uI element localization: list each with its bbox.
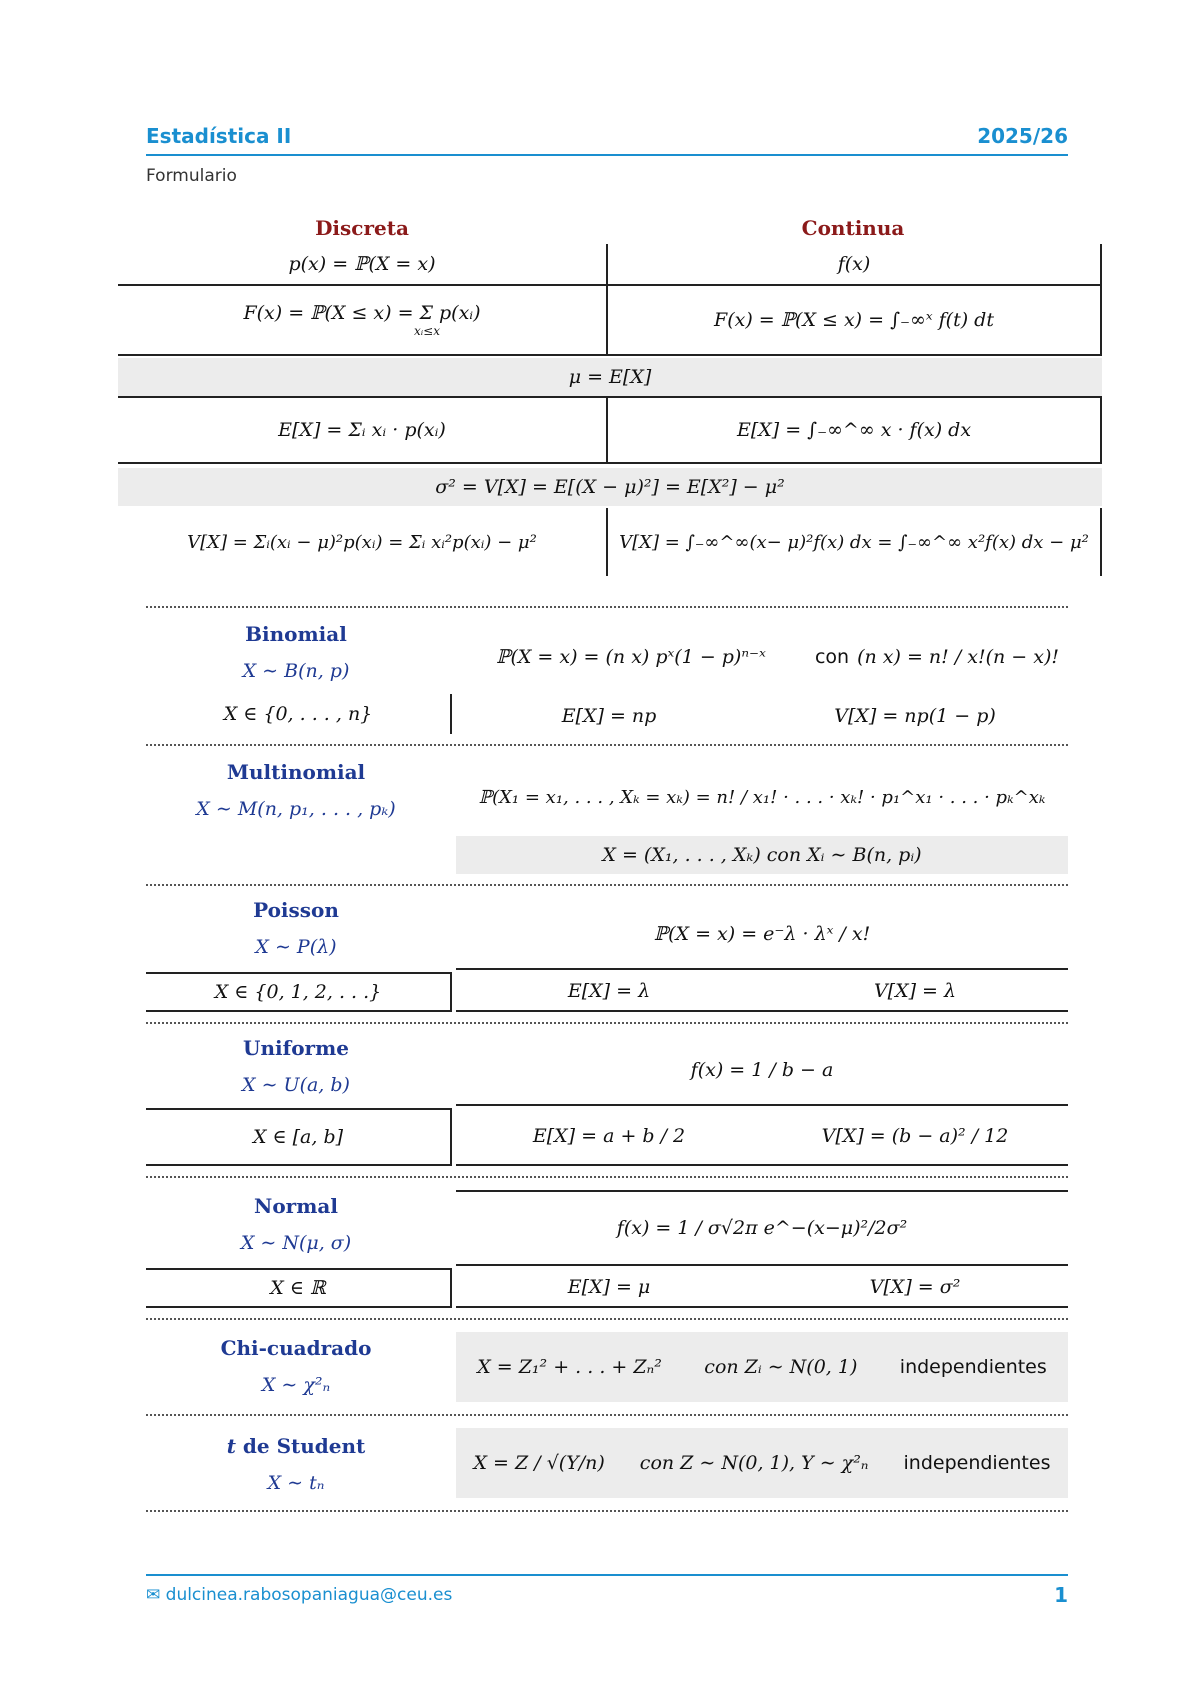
column-header-discrete: Discreta [315, 216, 409, 240]
mean-continuous: E[X] = ∫₋∞^∞ x · f(x) dx [608, 396, 1102, 464]
poisson-name: Poisson [253, 898, 339, 922]
separator [146, 1510, 1068, 1512]
uniform-support: X ∈ [a, b] [146, 1108, 452, 1166]
separator [146, 1318, 1068, 1320]
normal-notation: X ∼ N(μ, σ) [240, 1232, 352, 1254]
multinomial-pmf: ℙ(X₁ = x₁, . . . , Xₖ = xₖ) = n! / x₁! · . . . · xₖ! · p₁^x₁ · . . . · pₖ^xₖ [478, 786, 1046, 808]
binomial-notation: X ∼ B(n, p) [242, 660, 350, 682]
chi-square-definition [456, 1332, 1068, 1402]
poisson-pmf: ℙ(X = x) = e⁻λ · λˣ / x! [456, 900, 1068, 970]
chi-square-condition: con Zᵢ ∼ N(0, 1) [704, 1356, 858, 1378]
poisson-variance: V[X] = λ [762, 972, 1068, 1012]
multinomial-marginal: X = (X₁, . . . , Xₖ) con Xᵢ ∼ B(n, pᵢ) [456, 836, 1068, 874]
multinomial-notation: X ∼ M(n, p₁, . . . , pₖ) [196, 798, 396, 820]
student-t-notation: X ∼ tₙ [267, 1472, 325, 1494]
chi-square-independence: independientes [899, 1356, 1047, 1378]
separator [146, 744, 1068, 746]
course-title: Estadística II [146, 124, 292, 148]
cdf-discrete [118, 286, 608, 356]
chi-square-name: Chi-cuadrado [220, 1336, 372, 1360]
author-email[interactable]: ✉ dulcinea.rabosopaniagua@ceu.es [146, 1585, 453, 1605]
student-t-letter: t [226, 1434, 236, 1458]
poisson-notation: X ∼ P(λ) [255, 936, 337, 958]
normal-mean: E[X] = μ [456, 1268, 762, 1308]
student-t-name [146, 1434, 446, 1458]
separator [146, 884, 1068, 886]
binomial-coefficient-formula: (n x) = n! / x!(n − x)! [857, 646, 1060, 668]
column-header-continuous: Continua [801, 216, 905, 240]
student-t-formula: X = Z / √(Y/n) [473, 1452, 605, 1474]
uniform-variance: V[X] = (b − a)² / 12 [762, 1108, 1068, 1166]
student-t-definition [456, 1428, 1068, 1498]
normal-name: Normal [254, 1194, 338, 1218]
poisson-support: X ∈ {0, 1, 2, . . .} [146, 972, 452, 1012]
chi-square-formula: X = Z₁² + . . . + Zₙ² [477, 1356, 662, 1378]
normal-variance: V[X] = σ² [762, 1268, 1068, 1308]
cdf-discrete-formula: F(x) = ℙ(X ≤ x) = Σ p(xᵢ) [243, 302, 481, 324]
mean-discrete: E[X] = Σᵢ xᵢ · p(xᵢ) [118, 396, 608, 464]
separator [146, 1176, 1068, 1178]
binomial-mean: E[X] = np [561, 705, 657, 727]
normal-pdf: f(x) = 1 / σ√2π e^−(x−μ)²/2σ² [456, 1190, 1068, 1266]
mean-definition: μ = E[X] [118, 358, 1102, 396]
pdf-definition: f(x) [608, 244, 1102, 286]
multinomial-name: Multinomial [226, 760, 366, 784]
uniform-notation: X ∼ U(a, b) [242, 1074, 350, 1096]
student-t-label: de Student [242, 1434, 366, 1458]
academic-year: 2025/26 [977, 124, 1068, 148]
binomial-variance: V[X] = np(1 − p) [834, 705, 996, 727]
student-t-independence: independientes [903, 1452, 1051, 1474]
variance-continuous: V[X] = ∫₋∞^∞(x− μ)²f(x) dx = ∫₋∞^∞ x²f(x) dx − μ² [608, 508, 1102, 576]
binomial-con: con [814, 646, 850, 668]
footer-rule [146, 1574, 1068, 1576]
variance-definition: σ² = V[X] = E[(X − μ)²] = E[X²] − μ² [118, 468, 1102, 506]
uniform-pdf: f(x) = 1 / b − a [456, 1036, 1068, 1106]
separator [146, 606, 1068, 608]
cdf-discrete-subscript: xᵢ≤x [413, 324, 440, 338]
binomial-support: X ∈ {0, . . . , n} [146, 694, 452, 734]
separator [146, 1414, 1068, 1416]
separator [146, 1022, 1068, 1024]
student-t-condition: con Z ∼ N(0, 1), Y ∼ χ²ₙ [639, 1452, 869, 1474]
poisson-mean: E[X] = λ [456, 972, 762, 1012]
pmf-definition: p(x) = ℙ(X = x) [118, 244, 608, 286]
variance-discrete: V[X] = Σᵢ(xᵢ − μ)²p(xᵢ) = Σᵢ xᵢ²p(xᵢ) − μ² [118, 508, 608, 576]
page-subtitle: Formulario [146, 166, 237, 186]
binomial-coefficient [806, 622, 1068, 692]
header-rule [146, 154, 1068, 156]
uniform-mean: E[X] = a + b / 2 [456, 1108, 762, 1166]
page-number: 1 [1054, 1583, 1068, 1607]
chi-square-notation: X ∼ χ²ₙ [261, 1374, 331, 1396]
uniform-name: Uniforme [243, 1036, 349, 1060]
cdf-continuous: F(x) = ℙ(X ≤ x) = ∫₋∞ˣ f(t) dt [608, 286, 1102, 356]
binomial-name: Binomial [245, 622, 347, 646]
normal-support: X ∈ ℝ [146, 1268, 452, 1308]
binomial-pmf: ℙ(X = x) = (n x) pˣ(1 − p)ⁿ⁻ˣ [496, 646, 766, 668]
